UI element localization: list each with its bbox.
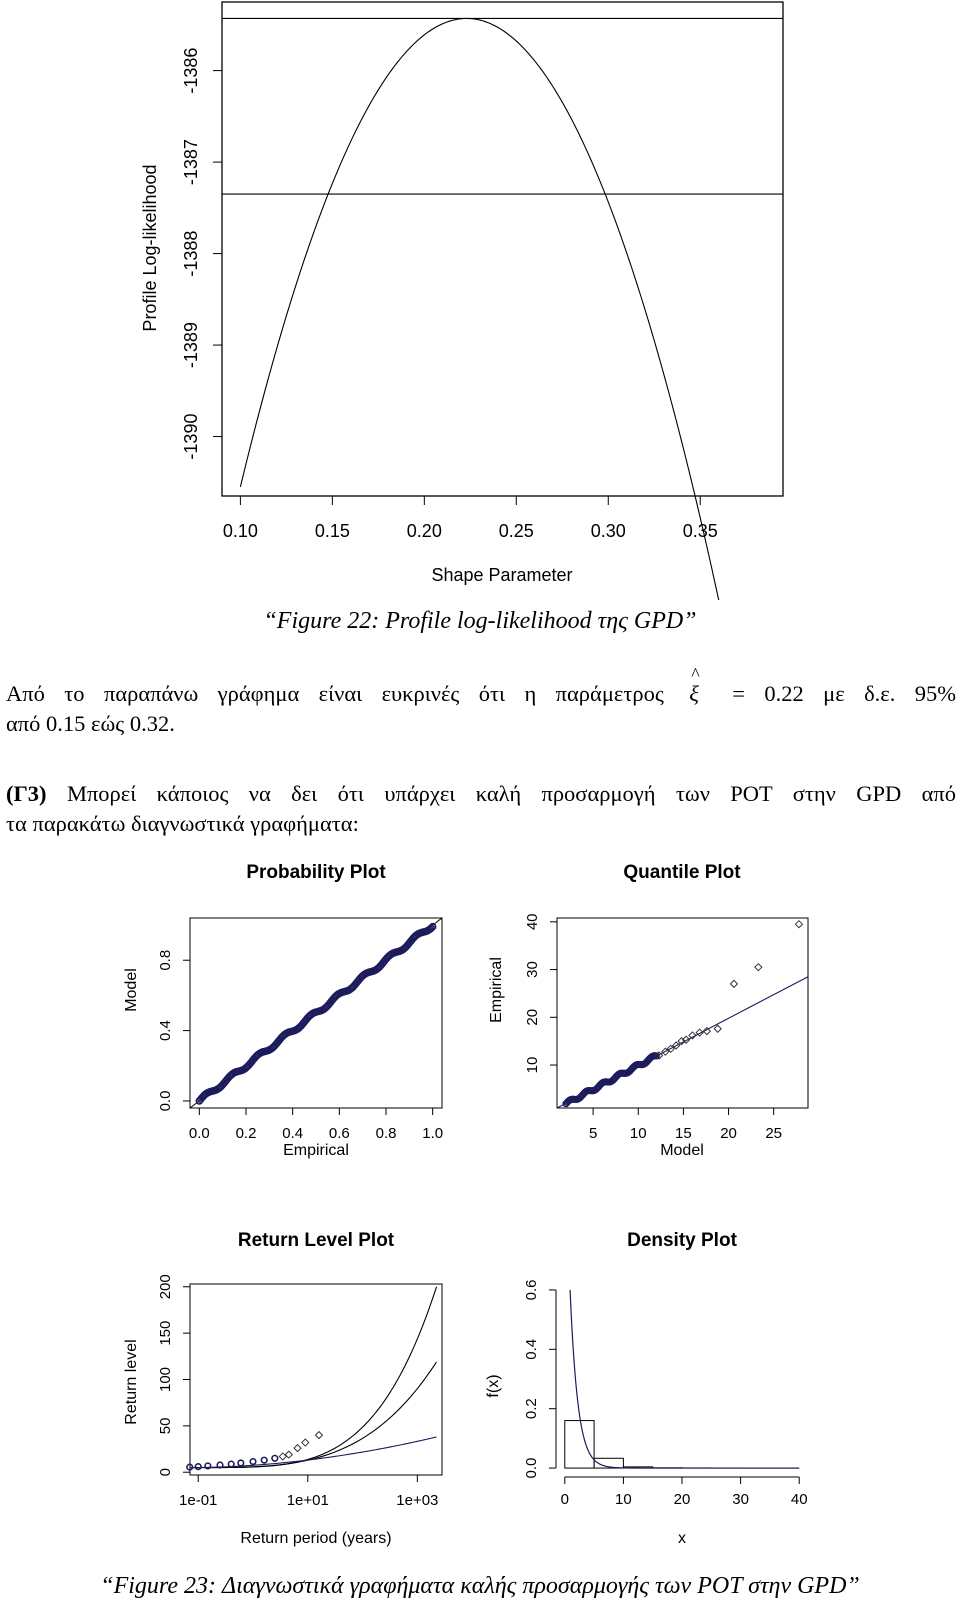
probability-plot-ylabel: Model	[123, 968, 140, 1012]
paragraph-text: = 0.22 με δ.ε. 95%	[732, 681, 957, 706]
quantile-plot-x-tick-label: 5	[588, 1125, 598, 1142]
density-histogram-bar	[565, 1421, 594, 1469]
return-level-plot-y-tick-label: 50	[157, 1417, 174, 1435]
density-plot-y-tick-label: 0.6	[523, 1279, 540, 1301]
probability-plot-y-tick-label: 0.0	[157, 1090, 174, 1112]
y-tick-label: -1386	[181, 47, 201, 94]
paragraph-line: από 0.15 εώς 0.32.	[6, 711, 175, 736]
paragraph-g3	[6, 779, 956, 839]
y-axis-label: Profile Log-likelihood	[140, 164, 160, 332]
paragraph-text: Μπορεί κάποιος να δει ότι υπάρχει καλή προσαρμογή των POT στην GPD από	[66, 781, 956, 806]
density-plot-xlabel: x	[678, 1530, 686, 1547]
probability-plot-x-tick-label: 0.8	[375, 1125, 397, 1142]
paragraph-line: τα παρακάτω διαγνωστικά γραφήματα:	[6, 811, 359, 836]
quantile-plot-frame	[557, 918, 808, 1108]
quantile-plot-x-tick-label: 10	[629, 1125, 647, 1142]
quantile-plot-x-tick-label: 25	[765, 1125, 783, 1142]
return-level-point	[302, 1439, 309, 1446]
return-level-point	[294, 1445, 301, 1452]
return-level-plot-x-tick-label: 1e-01	[179, 1492, 218, 1509]
x-tick-label: 0.10	[222, 521, 258, 541]
density-plot-x-tick-label: 20	[673, 1491, 691, 1508]
x-tick-label: 0.30	[590, 521, 626, 541]
quantile-outlier-point	[795, 921, 802, 928]
density-plot-x-tick-label: 10	[615, 1491, 632, 1508]
figure-22-caption: “Figure 22: Profile log-likelihood της GPD”	[263, 608, 697, 634]
return-level-plot-y-tick-label: 100	[157, 1366, 174, 1393]
probability-plot-y-tick-label: 0.4	[157, 1020, 174, 1042]
y-tick-label: -1390	[181, 413, 201, 460]
return-level-point	[315, 1432, 322, 1439]
quantile-plot-y-tick-label: 10	[524, 1056, 541, 1074]
probability-plot-x-tick-label: 0.0	[188, 1125, 210, 1142]
x-tick-label: 0.15	[314, 521, 350, 541]
profile-likelihood-chart	[0, 0, 960, 600]
return-level-plot-frame	[190, 1284, 442, 1475]
paragraph-estimate	[6, 664, 957, 739]
probability-plot-x-tick-label: 0.4	[282, 1125, 304, 1142]
density-plot-ylabel: f(x)	[485, 1374, 502, 1398]
return-level-plot-title: Return Level Plot	[237, 1230, 395, 1251]
probability-plot-xlabel: Empirical	[283, 1142, 349, 1159]
x-tick-label: 0.25	[498, 521, 534, 541]
quantile-plot-x-tick-label: 20	[720, 1125, 737, 1142]
probability-plot-title: Probability Plot	[246, 862, 386, 883]
density-plot-y-tick-label: 0.4	[523, 1338, 540, 1360]
quantile-plot-ylabel: Empirical	[488, 957, 505, 1023]
quantile-plot-y-tick-label: 20	[524, 1008, 541, 1026]
diagnostic-plots	[0, 850, 960, 1550]
quantile-outlier-point	[730, 980, 737, 987]
return-level-plot-ylabel: Return level	[123, 1339, 140, 1425]
y-tick-label: -1389	[181, 322, 201, 369]
profile-curve	[240, 18, 755, 600]
probability-plot-y-tick-label: 0.8	[157, 949, 174, 971]
return-level-point	[272, 1456, 278, 1462]
return-level-plot-x-tick-label: 1e+03	[396, 1492, 439, 1509]
section-label: (Γ3)	[6, 781, 47, 806]
hat-accent: ^	[691, 664, 700, 684]
plot-frame	[222, 2, 783, 496]
y-tick-label: -1387	[181, 139, 201, 186]
density-plot-x-tick-label: 30	[732, 1491, 749, 1508]
return-level-point	[250, 1459, 256, 1465]
quantile-plot-x-tick-label: 15	[675, 1125, 692, 1142]
return-level-plot-x-tick-label: 1e+01	[286, 1492, 329, 1509]
density-plot-y-tick-label: 0.0	[523, 1457, 540, 1479]
quantile-plot-y-tick-label: 30	[524, 961, 541, 978]
quantile-plot-title: Quantile Plot	[623, 862, 741, 883]
density-plot-y-tick-label: 0.2	[523, 1398, 540, 1420]
quantile-plot-xlabel: Model	[660, 1142, 704, 1159]
return-level-plot-y-tick-label: 200	[157, 1274, 174, 1300]
return-level-estimate	[190, 1362, 437, 1468]
figure-23-caption: “Figure 23: Διαγνωστικά γραφήματα καλής προσαρμογής των POT στην GPD”	[100, 1573, 860, 1599]
quantile-plot-y-tick-label: 40	[524, 913, 541, 931]
quantile-outlier-point	[714, 1025, 721, 1032]
return-level-upper-ci	[190, 1287, 437, 1468]
probability-plot-x-tick-label: 1.0	[422, 1125, 444, 1142]
paragraph-text: Από το παραπάνω γράφημα είναι ευκρινές ότι η παράμετρος	[6, 681, 664, 706]
probability-plot-x-tick-label: 0.6	[328, 1125, 350, 1142]
return-level-lower-ci	[190, 1437, 437, 1468]
xi-symbol: ξ ^	[689, 679, 699, 709]
return-level-plot-y-tick-label: 150	[157, 1320, 174, 1346]
x-tick-label: 0.20	[406, 521, 442, 541]
quantile-outlier-point	[755, 964, 762, 971]
probability-plot-x-tick-label: 0.2	[235, 1125, 257, 1142]
density-curve	[570, 1290, 799, 1468]
return-level-point	[238, 1460, 244, 1466]
x-axis-label: Shape Parameter	[431, 565, 573, 585]
y-tick-label: -1388	[181, 230, 202, 277]
x-tick-label: 0.35	[682, 521, 718, 541]
density-plot-x-tick-label: 40	[790, 1491, 808, 1508]
return-level-point	[261, 1457, 267, 1463]
return-level-plot-y-tick-label: 0	[157, 1468, 174, 1477]
return-level-plot-xlabel: Return period (years)	[240, 1530, 392, 1547]
density-plot-x-tick-label: 0	[560, 1491, 569, 1508]
density-plot-title: Density Plot	[627, 1230, 737, 1251]
return-level-point	[195, 1464, 201, 1470]
